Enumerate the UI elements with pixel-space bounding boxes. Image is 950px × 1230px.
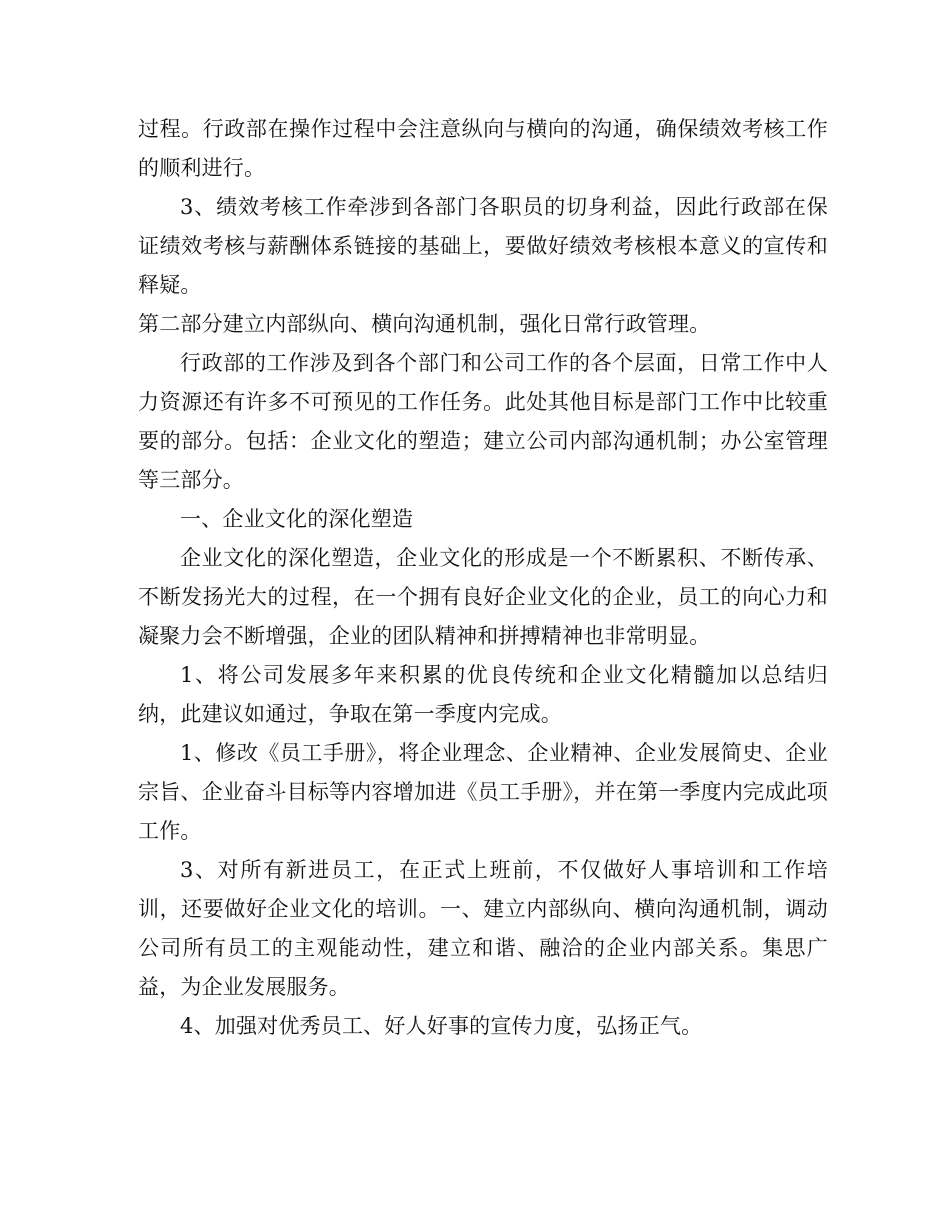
list-item: 4、加强对优秀员工、好人好事的宣传力度，弘扬正气。 (180, 1014, 703, 1038)
paragraph: 行政部的工作涉及到各个部门和公司工作的各个层面，日常工作中人力资源还有许多不可预见的工作任务。此处其他目标是部门工作中比较重要的部分。包括：企业文化的塑造；建立公司内部沟通机制；办公室管理等三部分。 (138, 351, 828, 492)
paragraph: 3、绩效考核工作牵涉到各部门各职员的切身利益，因此行政部在保证绩效考核与薪酬体系链接的基础上，要做好绩效考核根本意义的宣传和释疑。 (138, 195, 828, 297)
section-heading: 第二部分建立内部纵向、横向沟通机制，强化日常行政管理。 (138, 312, 711, 336)
list-item: 1、修改《员工手册》，将企业理念、企业精神、企业发展简史、企业宗旨、企业奋斗目标等内容增加进《员工手册》，并在第一季度内完成此项工作。 (138, 741, 828, 843)
list-item: 1、将公司发展多年来积累的优良传统和企业文化精髓加以总结归纳，此建议如通过，争取在第一季度内完成。 (138, 663, 828, 726)
paragraph: 企业文化的深化塑造，企业文化的形成是一个不断累积、不断传承、不断发扬光大的过程，在一个拥有良好企业文化的企业，员工的向心力和凝聚力会不断增强，企业的团队精神和拼搏精神也非常明显。 (138, 546, 828, 648)
paragraph: 过程。行政部在操作过程中会注意纵向与横向的沟通，确保绩效考核工作的顺利进行。 (138, 117, 828, 180)
document-body (138, 110, 828, 1046)
list-item: 3、对所有新进员工，在正式上班前，不仅做好人事培训和工作培训，还要做好企业文化的培训。一、建立内部纵向、横向沟通机制，调动公司所有员工的主观能动性，建立和谐、融洽的企业内部关系。集思广益，为企业发展服务。 (138, 858, 828, 999)
subsection-heading: 一、企业文化的深化塑造 (180, 507, 414, 531)
